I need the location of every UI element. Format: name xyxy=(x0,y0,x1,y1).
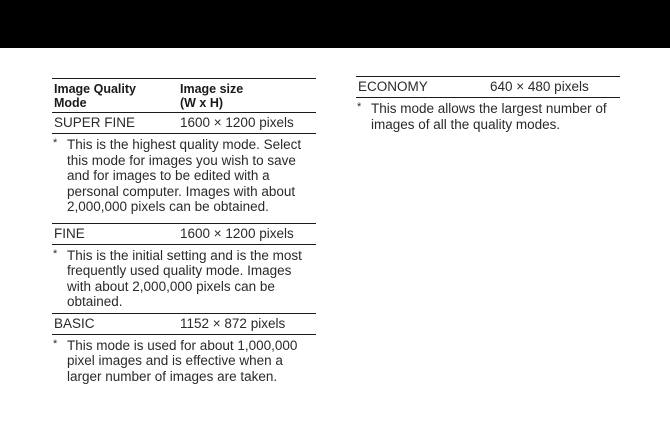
header-image-quality-mode xyxy=(52,82,180,110)
mode-row-basic xyxy=(52,314,316,334)
mode-size: 640 × 480 pixels xyxy=(490,79,589,94)
header-col2-line1: Image size xyxy=(180,82,244,96)
header-col2-line2: (W x H) xyxy=(180,96,224,110)
note-asterisk: * xyxy=(357,101,362,113)
header-col1-line1: Image Quality xyxy=(54,82,136,96)
mode-name: SUPER FINE xyxy=(54,115,136,130)
mode-row-fine xyxy=(52,224,316,244)
mode-row-economy xyxy=(356,77,620,97)
mode-note-economy xyxy=(356,98,620,132)
note-text: This mode allows the largest number of images of all the quality modes. xyxy=(371,101,607,132)
note-text: This mode is used for about 1,000,000 pixel images and is effective when a larger number of images are taken. xyxy=(67,337,298,384)
note-asterisk: * xyxy=(53,247,58,260)
quality-table-right xyxy=(356,76,620,132)
note-asterisk: * xyxy=(53,137,58,149)
mode-name: ECONOMY xyxy=(358,79,428,94)
header-image-size xyxy=(180,82,316,110)
note-text: This is the highest quality mode. Select this mode for images you wish to save and for images to be edited with a personal computer. Images with about 2,000,000 pixels can be obtained. xyxy=(67,137,302,214)
note-asterisk: * xyxy=(53,337,58,350)
mode-note-basic xyxy=(52,335,316,385)
header-col1-line2: Mode xyxy=(54,96,87,110)
mode-row-super-fine xyxy=(52,113,316,133)
mode-note-super-fine xyxy=(52,134,316,215)
mode-size: 1600 × 1200 pixels xyxy=(180,115,294,130)
quality-table-left xyxy=(52,78,316,384)
mode-name: BASIC xyxy=(54,315,95,331)
mode-size: 1600 × 1200 pixels xyxy=(180,225,294,241)
mode-name: FINE xyxy=(54,225,85,241)
mode-size: 1152 × 872 pixels xyxy=(180,315,286,331)
table-header xyxy=(52,79,316,112)
mode-note-fine xyxy=(52,245,316,310)
top-black-bar xyxy=(0,0,670,48)
note-text: This is the initial setting and is the most frequently used quality mode. Images with about 2,000,000 pixels can be obtained. xyxy=(67,247,302,309)
